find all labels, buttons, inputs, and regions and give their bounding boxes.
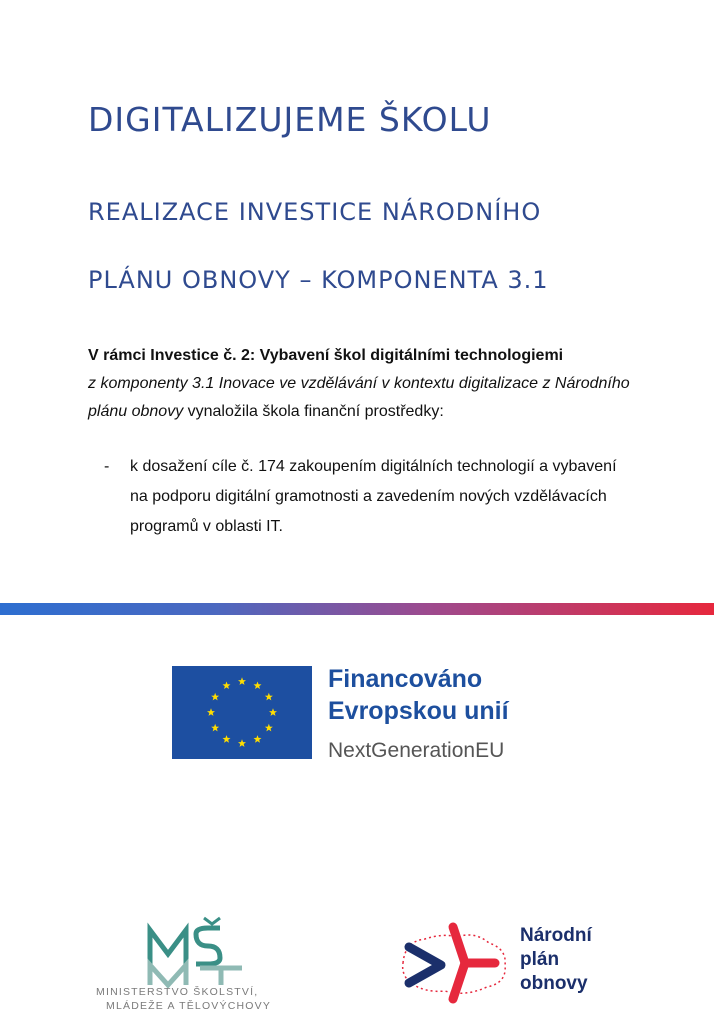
page-title: DIGITALIZUJEME ŠKOLU bbox=[88, 100, 492, 139]
eu-star-icon bbox=[223, 681, 231, 689]
intro-paragraph bbox=[88, 342, 648, 426]
npo-label bbox=[520, 924, 592, 996]
npo-line2: plán bbox=[520, 949, 560, 970]
eu-stars bbox=[172, 666, 312, 759]
npo-line1: Národní bbox=[520, 925, 592, 946]
eu-star-icon bbox=[254, 735, 262, 743]
subtitle-line2: PLÁNU OBNOVY – KOMPONENTA 3.1 bbox=[88, 266, 549, 294]
intro-bold: V rámci Investice č. 2: Vybavení škol digitálními technologiemi bbox=[88, 347, 564, 364]
eu-flag-icon bbox=[172, 666, 312, 759]
bullet-text: k dosažení cíle č. 174 zakoupením digitálních technologií a vybavení na podporu digitální gramotnosti a zavedením nových vzdělávacích programů v oblasti IT. bbox=[130, 458, 617, 535]
npo-logo-icon bbox=[395, 913, 515, 1013]
intro-rest: vynaložila škola finanční prostředky: bbox=[183, 403, 444, 420]
gradient-divider bbox=[0, 603, 714, 615]
eu-funding-label bbox=[328, 663, 509, 727]
eu-star-icon bbox=[269, 708, 277, 716]
eu-star-icon bbox=[238, 739, 246, 747]
bullet-dash: - bbox=[104, 458, 110, 475]
eu-star-icon bbox=[211, 724, 219, 732]
eu-star-icon bbox=[254, 681, 262, 689]
eu-star-icon bbox=[265, 724, 273, 732]
eu-star-icon bbox=[211, 693, 219, 701]
intro-italic: z komponenty 3.1 Inovace ve vzdělávání v kontextu digitalizace z Národního plánu obnovy bbox=[88, 375, 630, 420]
eu-line1: Financováno bbox=[328, 665, 483, 693]
eu-star-icon bbox=[223, 735, 231, 743]
eu-star-icon bbox=[238, 677, 246, 685]
eu-nextgen-label: NextGenerationEU bbox=[328, 739, 505, 762]
eu-line2: Evropskou unií bbox=[328, 697, 509, 725]
eu-star-icon bbox=[265, 693, 273, 701]
subtitle-line1: REALIZACE INVESTICE NÁRODNÍHO bbox=[88, 198, 542, 226]
msmt-caption-line2: MLÁDEŽE A TĚLOVÝCHOVY bbox=[106, 1000, 272, 1012]
npo-line3: obnovy bbox=[520, 973, 588, 994]
eu-star-icon bbox=[207, 708, 215, 716]
msmt-caption-line1: MINISTERSTVO ŠKOLSTVÍ, bbox=[96, 986, 259, 998]
